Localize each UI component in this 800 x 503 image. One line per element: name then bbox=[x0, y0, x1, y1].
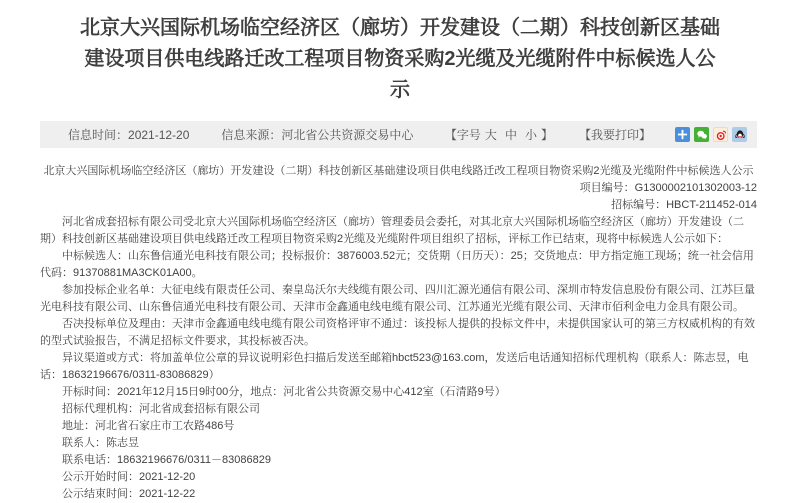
project-number-line: 项目编号：G1300002101302003-12 bbox=[579, 182, 757, 194]
para-contact-phone: 联系电话：18632196676/0311－83086829 bbox=[62, 454, 271, 466]
para-publicity-start: 公示开始时间：2021-12-20 bbox=[62, 471, 196, 483]
weibo-icon[interactable] bbox=[713, 127, 728, 142]
para-winning-candidate: 中标候选人：山东鲁信通光电科技有限公司；投标报价：3876003.52元；交货期（日历天）：25；交货地点：甲方指定施工现场；统一社会信用代码：91370881MA3CK01A00。 bbox=[40, 250, 754, 279]
info-source bbox=[221, 126, 413, 143]
tender-number-line: 招标编号：HBCT-211452-014 bbox=[611, 199, 757, 211]
info-source-label: 信息来源： bbox=[221, 128, 282, 142]
wechat-icon[interactable] bbox=[694, 127, 709, 142]
font-size-small-button[interactable]: 小 bbox=[524, 128, 537, 142]
font-size-large-button[interactable]: 大 bbox=[484, 128, 497, 142]
font-size-close-bracket: 】 bbox=[540, 128, 553, 142]
info-bar bbox=[40, 121, 757, 148]
share-plus-icon[interactable] bbox=[675, 127, 690, 142]
para-publicity-end: 公示结束时间：2021-12-22 bbox=[62, 488, 196, 500]
font-size-medium-button[interactable]: 中 bbox=[504, 128, 517, 142]
info-time bbox=[68, 126, 189, 143]
para-agency-address: 地址：河北省石家庄市工农路486号 bbox=[62, 420, 235, 432]
para-rejected-bidder: 否决投标单位及理由：天津市金鑫通电线电缆有限公司资格评审不通过：该投标人提供的投标文件中，未提供国家认可的第三方权威机构的有效的型式试验报告，不满足招标文件要求，其投标被否决。 bbox=[40, 318, 755, 347]
para-bidder-list: 参加投标企业名单：大征电线有限责任公司、秦皇岛沃尔夫线缆有限公司、四川汇源光通信有限公司、深圳市特发信息股份有限公司、江苏巨量光电科技有限公司、山东鲁信通光电科技有限公司、天津市金鑫通电线电缆有限公司、江苏通光光缆有限公司、天津市佰利金电力金具有限公司。 bbox=[40, 284, 755, 313]
document-inner-title: 北京大兴国际机场临空经济区（廊坊）开发建设（二期）科技创新区基础建设项目供电线路迁改工程项目物资采购2光缆及光缆附件中标候选人公示 bbox=[43, 165, 754, 177]
para-entrust-intro: 河北省成套招标有限公司受北京大兴国际机场临空经济区（廊坊）管理委员会委托，对其北京大兴国际机场临空经济区（廊坊）开发建设（二期）科技创新区基础建设项目供电线路迁改工程项目物资采购2光缆及光缆附件项目组织了招标，评标工作已结束，现将中标候选人公示如下： bbox=[40, 216, 744, 245]
info-time-label: 信息时间： bbox=[68, 128, 129, 142]
share-icons-group bbox=[675, 127, 747, 142]
announcement-body bbox=[40, 163, 757, 503]
para-objection-channel: 异议渠道或方式：将加盖单位公章的异议说明彩色扫描后发送至邮箱hbct523@163.com，发送后电话通知招标代理机构（联系人：陈志昱，电话：18632196676/0311-83086829） bbox=[40, 352, 749, 381]
page-title: 北京大兴国际机场临空经济区（廊坊）开发建设（二期）科技创新区基础建设项目供电线路迁改工程项目物资采购2光缆及光缆附件中标候选人公示 bbox=[80, 17, 720, 101]
qq-icon[interactable] bbox=[732, 127, 747, 142]
print-button[interactable]: 【我要打印】 bbox=[578, 128, 651, 142]
font-size-control bbox=[445, 126, 553, 143]
para-contact-person: 联系人：陈志昱 bbox=[62, 437, 139, 449]
para-bid-opening-time: 开标时间：2021年12月15日9时00分，地点：河北省公共资源交易中心412室（石清路9号） bbox=[62, 386, 506, 398]
info-time-value: 2021-12-20 bbox=[128, 128, 190, 142]
info-source-value: 河北省公共资源交易中心 bbox=[281, 128, 414, 142]
para-agency: 招标代理机构：河北省成套招标有限公司 bbox=[62, 403, 260, 415]
font-size-open-bracket: 【字号 bbox=[444, 128, 481, 142]
